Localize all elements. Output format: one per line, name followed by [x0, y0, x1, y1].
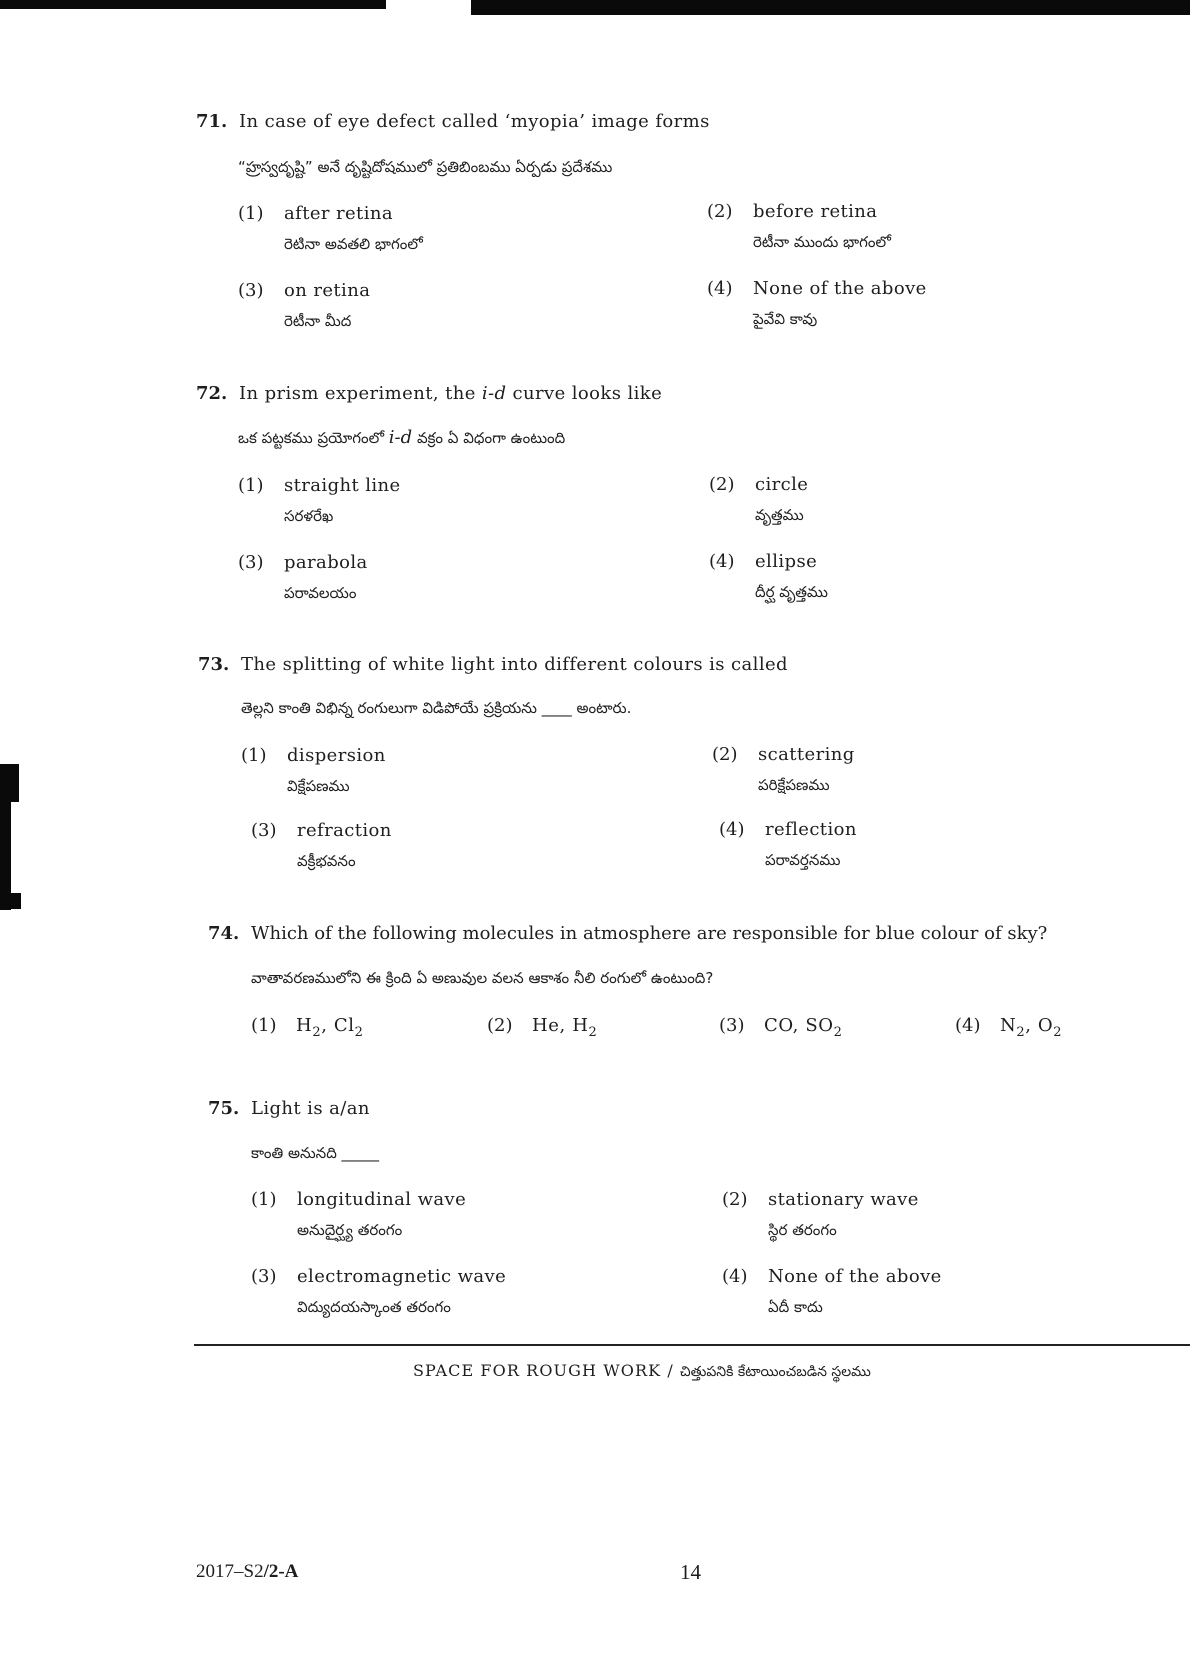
option-telugu: వక్రీభవనం: [297, 852, 356, 870]
rough-work-caption: [413, 1360, 871, 1383]
question-74-heading: [208, 923, 1047, 945]
option-2: [712, 744, 1132, 800]
option-1: [251, 1015, 363, 1041]
option-3: [238, 280, 658, 336]
option-label: (3): [238, 280, 264, 301]
option-4: [719, 819, 1139, 875]
option-1: [238, 475, 658, 531]
formula-part: H: [296, 1015, 313, 1036]
option-label: (2): [707, 201, 733, 222]
rough-work-telugu: చిత్తుపనికి కేటాయించబడిన స్థలము: [679, 1364, 871, 1380]
question-73: [198, 654, 1158, 884]
question-number: 73.: [198, 654, 230, 675]
option-english: on retina: [284, 280, 371, 301]
option-formula: [532, 1015, 598, 1040]
rough-work-english: SPACE FOR ROUGH WORK /: [413, 1361, 674, 1380]
formula-subscript: 2: [833, 1025, 843, 1040]
formula-part: , Cl: [321, 1015, 355, 1036]
option-english: reflection: [765, 819, 857, 840]
option-4: [709, 551, 1129, 607]
question-73-heading: [198, 654, 788, 676]
option-2: [722, 1189, 1142, 1245]
question-text: curve looks like: [506, 383, 663, 404]
question-telugu-text: “హ్రస్వదృష్టి” అనే దృష్టిదోషములో ప్రతిబింబము ఏర్పడు ప్రదేశము: [238, 158, 613, 176]
option-label: (4): [709, 551, 735, 572]
option-english: dispersion: [287, 745, 386, 766]
option-english: ellipse: [755, 551, 818, 572]
question-telugu-text: తెల్లని కాంతి విభిన్న రంగులుగా విడిపోయే ప్రక్రియను ____ అంటారు.: [241, 699, 632, 717]
question-text: The splitting of white light into different colours is called: [241, 654, 788, 675]
option-label: (4): [719, 819, 745, 840]
question-71-heading: [196, 111, 710, 133]
option-3: [251, 820, 671, 876]
question-telugu-text: వాతావరణములోని ఈ క్రింది ఏ అణువుల వలన ఆకాశం నీలి రంగులో ఉంటుంది?: [251, 969, 714, 987]
telugu-text: వక్రం ఏ విధంగా ఉంటుంది: [412, 429, 566, 447]
option-3: [719, 1015, 842, 1041]
question-telugu-text: [238, 427, 565, 449]
option-telugu: విద్యుదయస్కాంత తరంగం: [297, 1298, 451, 1316]
telugu-text-italic: i-d: [388, 427, 413, 448]
formula-subscript: 2: [588, 1025, 598, 1040]
option-english: None of the above: [753, 278, 927, 299]
booklet-code: [196, 1561, 298, 1583]
option-3: [251, 1266, 671, 1322]
question-number: 72.: [196, 383, 228, 404]
option-1: [241, 745, 661, 801]
booklet-code-suffix: /2-A: [263, 1561, 299, 1582]
formula-subscript: 2: [354, 1025, 364, 1040]
question-75: [208, 1098, 1168, 1328]
option-4: [707, 278, 1127, 334]
option-formula: [764, 1015, 843, 1040]
option-telugu: పరావర్తనము: [765, 851, 841, 869]
formula-subscript: 2: [312, 1025, 322, 1040]
option-telugu: వృత్తము: [755, 506, 804, 524]
option-label: (4): [955, 1015, 981, 1036]
question-text: Light is a/an: [251, 1098, 370, 1119]
option-2: [707, 201, 1127, 257]
option-label: (2): [722, 1189, 748, 1210]
option-telugu: పరిక్షేపణము: [758, 776, 830, 794]
formula-part: CO, SO: [764, 1015, 834, 1036]
question-number: 71.: [196, 111, 228, 132]
option-telugu: విక్షేపణము: [287, 777, 350, 795]
option-label: (4): [722, 1266, 748, 1287]
option-1: [251, 1189, 671, 1245]
formula-subscript: 2: [1016, 1025, 1026, 1040]
option-label: (3): [251, 820, 277, 841]
option-label: (2): [709, 474, 735, 495]
option-telugu: సరళరేఖ: [284, 507, 334, 525]
option-telugu: రెటీనా మీద: [284, 312, 352, 330]
question-text: In case of eye defect called ‘myopia’ image forms: [239, 111, 710, 132]
option-label: (4): [707, 278, 733, 299]
scan-top-bar-right: [471, 0, 1190, 15]
option-formula: [1000, 1015, 1063, 1040]
option-english: refraction: [297, 820, 392, 841]
option-2: [487, 1015, 597, 1041]
option-telugu: రెటీనా ముందు భాగంలో: [753, 233, 891, 251]
option-english: scattering: [758, 744, 855, 765]
scan-edge-mark: [0, 764, 11, 910]
formula-subscript: 2: [1053, 1025, 1063, 1040]
option-telugu: పైవేవి కావు: [753, 310, 818, 328]
option-label: (2): [487, 1015, 513, 1036]
question-72: [196, 383, 1156, 613]
option-label: (3): [238, 552, 264, 573]
option-english: longitudinal wave: [297, 1189, 467, 1210]
formula-part: He, H: [532, 1015, 589, 1036]
option-telugu: అనుదైర్ఘ్య తరంగం: [297, 1221, 403, 1239]
telugu-text: ఒక పట్టకము ప్రయోగంలో: [238, 429, 389, 447]
scan-top-bar-left: [0, 0, 386, 9]
option-3: [238, 552, 658, 608]
scan-edge-mark: [0, 893, 21, 909]
option-english: parabola: [284, 552, 368, 573]
option-english: None of the above: [768, 1266, 942, 1287]
option-english: before retina: [753, 201, 878, 222]
option-english: electromagnetic wave: [297, 1266, 507, 1287]
question-number: 74.: [208, 923, 240, 944]
option-telugu: స్థిర తరంగం: [768, 1221, 837, 1239]
question-text: In prism experiment, the: [239, 383, 482, 404]
rough-work-divider: [194, 1344, 1190, 1346]
option-telugu: దీర్ఘ వృత్తము: [755, 583, 828, 601]
option-english: circle: [755, 474, 809, 495]
option-label: (1): [238, 475, 264, 496]
option-4: [722, 1266, 1142, 1322]
option-label: (3): [251, 1266, 277, 1287]
option-label: (1): [251, 1015, 277, 1036]
formula-part: , O: [1025, 1015, 1054, 1036]
option-label: (1): [238, 203, 264, 224]
option-label: (1): [241, 745, 267, 766]
option-2: [709, 474, 1129, 530]
option-label: (3): [719, 1015, 745, 1036]
question-72-heading: [196, 383, 662, 405]
question-75-heading: [208, 1098, 370, 1120]
page-number: 14: [680, 1560, 701, 1584]
option-telugu: పరావలయం: [284, 584, 357, 602]
booklet-code-prefix: 2017–S2: [196, 1561, 264, 1582]
question-text: Which of the following molecules in atmosphere are responsible for blue colour of sky?: [251, 923, 1048, 944]
option-formula: [296, 1015, 364, 1040]
question-number: 75.: [208, 1098, 240, 1119]
question-71: [196, 111, 1156, 341]
question-telugu-text: కాంతి అనునది _____: [251, 1144, 380, 1162]
option-telugu: ఏదీ కాదు: [768, 1298, 823, 1316]
option-1: [238, 203, 658, 259]
option-4: [955, 1015, 1062, 1041]
option-english: straight line: [284, 475, 401, 496]
option-english: after retina: [284, 203, 393, 224]
option-telugu: రెటినా అవతలి భాగంలో: [284, 235, 423, 253]
option-english: stationary wave: [768, 1189, 919, 1210]
formula-part: N: [1000, 1015, 1017, 1036]
option-label: (1): [251, 1189, 277, 1210]
question-text-italic: i-d: [481, 383, 507, 404]
option-label: (2): [712, 744, 738, 765]
